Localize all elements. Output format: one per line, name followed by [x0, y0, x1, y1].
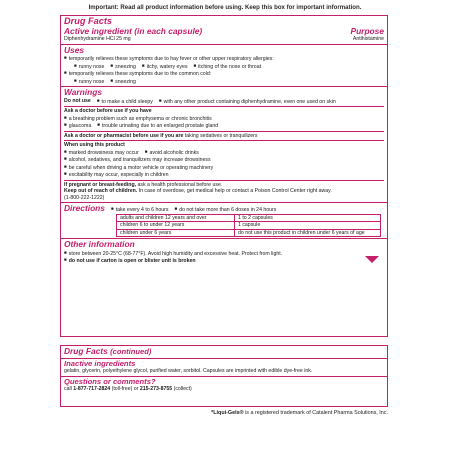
dosage-who: children under 6 years: [117, 229, 235, 237]
when-using-item: ■ excitability may occur, especially in children: [64, 171, 384, 179]
purpose-heading: Purpose: [350, 25, 384, 36]
other-information-section: [61, 239, 387, 266]
other-information-title: Other information: [64, 239, 135, 249]
ask-pharmacist-text: taking sedatives or tranquilizers: [183, 132, 258, 139]
active-value-row: [64, 36, 384, 43]
uses-title: Uses: [64, 44, 85, 55]
drug-facts-continued-panel: [60, 345, 388, 407]
drug-facts-panel: [60, 15, 388, 337]
do-not-use-label: Do not use: [64, 97, 91, 104]
uses-line-1: ■ temporarily relieves these symptoms due to hay fever or other upper respiratory allergies:: [64, 55, 384, 63]
keep-out-of-reach-heading: Keep out of reach of children.: [64, 188, 138, 194]
inactive-ingredients-title: Inactive ingredients: [64, 358, 136, 368]
other-information-item: ■ do not use if carton is open or blister unit is broken: [64, 257, 384, 265]
uses-item: ■ sneezing: [110, 63, 135, 71]
continued-suffix: (continued): [110, 347, 152, 356]
continued-title: [64, 347, 384, 357]
warnings-section: [61, 87, 387, 203]
when-using-heading: When using this product: [64, 142, 125, 148]
do-not-use-item: ■ to make a child sleepy: [97, 98, 153, 106]
questions-contact-line: [64, 386, 384, 393]
dosage-who: children 6 to under 12 years: [117, 222, 235, 230]
directions-header-row: [64, 204, 384, 214]
questions-section: [61, 377, 387, 394]
ask-doctor-heading: Ask a doctor before use if you have: [64, 108, 152, 114]
inactive-ingredients-text: gelatin, glycerin, polyethylene glycol, purified water, sorbitol. Capsules are imprinted with edible dye-free ink.: [64, 368, 313, 374]
active-ingredient-heading: Active ingredient (in each capsule): [64, 25, 203, 36]
trademark-notice: [60, 410, 388, 416]
top-notice: Important: Read all product information before using. Keep this box for important information.: [88, 4, 362, 11]
collect-phone: 215-273-8755: [139, 386, 173, 392]
purpose-value: Antihistamine: [352, 36, 384, 42]
pregnancy-block: [64, 180, 384, 202]
uses-items-1: [64, 63, 384, 71]
uses-item: ■ runny nose: [74, 78, 104, 86]
do-not-use-row: [64, 98, 384, 106]
pregnancy-heading: If pregnant or breast-feeding,: [64, 181, 137, 188]
keep-out-of-reach-text: In case of overdose, get medical help or contact a Poison Control Center right away.: [137, 188, 332, 194]
poison-control-phone: (1-800-222-1222): [64, 194, 105, 201]
directions-section: [61, 203, 387, 239]
dosage-amount: 1 to 2 capsules: [235, 214, 381, 222]
uses-section: [61, 45, 387, 88]
directions-title: Directions: [64, 203, 105, 213]
uses-item: ■ itching of the nose or throat: [193, 63, 261, 71]
inactive-ingredients-section: [61, 359, 387, 377]
table-row: [117, 229, 381, 237]
when-using-row: [64, 149, 384, 157]
dosage-table: [116, 214, 381, 238]
table-row: [117, 214, 381, 222]
dosage-amount: 1 capsule: [235, 222, 381, 230]
toll-free-phone: 1-877-717-2824: [73, 386, 111, 392]
when-using-item: ■ marked drowsiness may occur: [64, 149, 139, 157]
active-ingredient-section: [61, 16, 387, 45]
active-ingredient-value: Diphenhydramine HCl 25 mg: [64, 36, 131, 42]
continued-title-section: [61, 346, 387, 359]
trademark-brand: *Liqui-Gels®: [211, 410, 244, 416]
when-using-item: ■ be careful when driving a motor vehicle or operating machinery: [64, 164, 384, 172]
collect-note: (collect): [172, 386, 192, 392]
ask-doctor-item: ■ trouble urinating due to an enlarged prostate gland: [97, 122, 218, 130]
ask-doctor-row: [64, 122, 384, 130]
ask-pharmacist-heading: Ask a doctor or pharmacist before use if you are: [64, 132, 184, 139]
pregnancy-text: ask a health professional before use.: [136, 181, 223, 188]
active-header-row: [64, 27, 384, 37]
ask-doctor-item: ■ glaucoma: [64, 122, 91, 130]
ask-doctor-block: [64, 106, 384, 130]
uses-line-2: ■ temporarily relieves these symptoms due to the common cold:: [64, 70, 384, 78]
when-using-item: ■ alcohol, sedatives, and tranquilizers may increase drowsiness: [64, 156, 384, 164]
toll-free-note: (toll-free) or: [110, 386, 140, 392]
table-row: [117, 222, 381, 230]
do-not-use-item: ■ with any other product containing diphenhydramine, even one used on skin: [159, 98, 336, 106]
ask-pharmacist-block: [64, 131, 384, 140]
dosage-amount: do not use this product in children under 6 years of age: [235, 229, 381, 237]
when-using-block: [64, 140, 384, 179]
trademark-text: is a registered trademark of Catalent Pharma Solutions, Inc.: [243, 410, 388, 416]
drug-facts-title: Drug Facts: [64, 16, 112, 26]
when-using-item: ■ avoid alcoholic drinks: [145, 149, 199, 157]
uses-items-2: [64, 78, 384, 86]
other-information-item: ■ store between 20-25°C (68-77°F). Avoid high humidity and excessive heat. Protect from light.: [64, 250, 384, 258]
warnings-title: Warnings: [64, 87, 103, 97]
dosage-who: adults and children 12 years and over: [117, 214, 235, 222]
continue-arrow-icon: [365, 256, 379, 263]
uses-item: ■ itchy, watery eyes: [142, 63, 188, 71]
questions-title: Questions or comments?: [64, 376, 156, 386]
call-prefix: call: [64, 386, 74, 392]
uses-item: ■ sneezing: [110, 78, 135, 86]
uses-item: ■ runny nose: [74, 63, 104, 71]
directions-note: ■ take every 4 to 6 hours: [111, 206, 169, 214]
directions-note: ■ do not take more than 6 doses in 24 hours: [174, 206, 276, 214]
continued-title-text: Drug Facts: [64, 346, 108, 356]
ask-pharmacist-line: [64, 133, 384, 140]
ask-doctor-item: ■ a breathing problem such as emphysema or chronic bronchitis: [64, 115, 384, 123]
